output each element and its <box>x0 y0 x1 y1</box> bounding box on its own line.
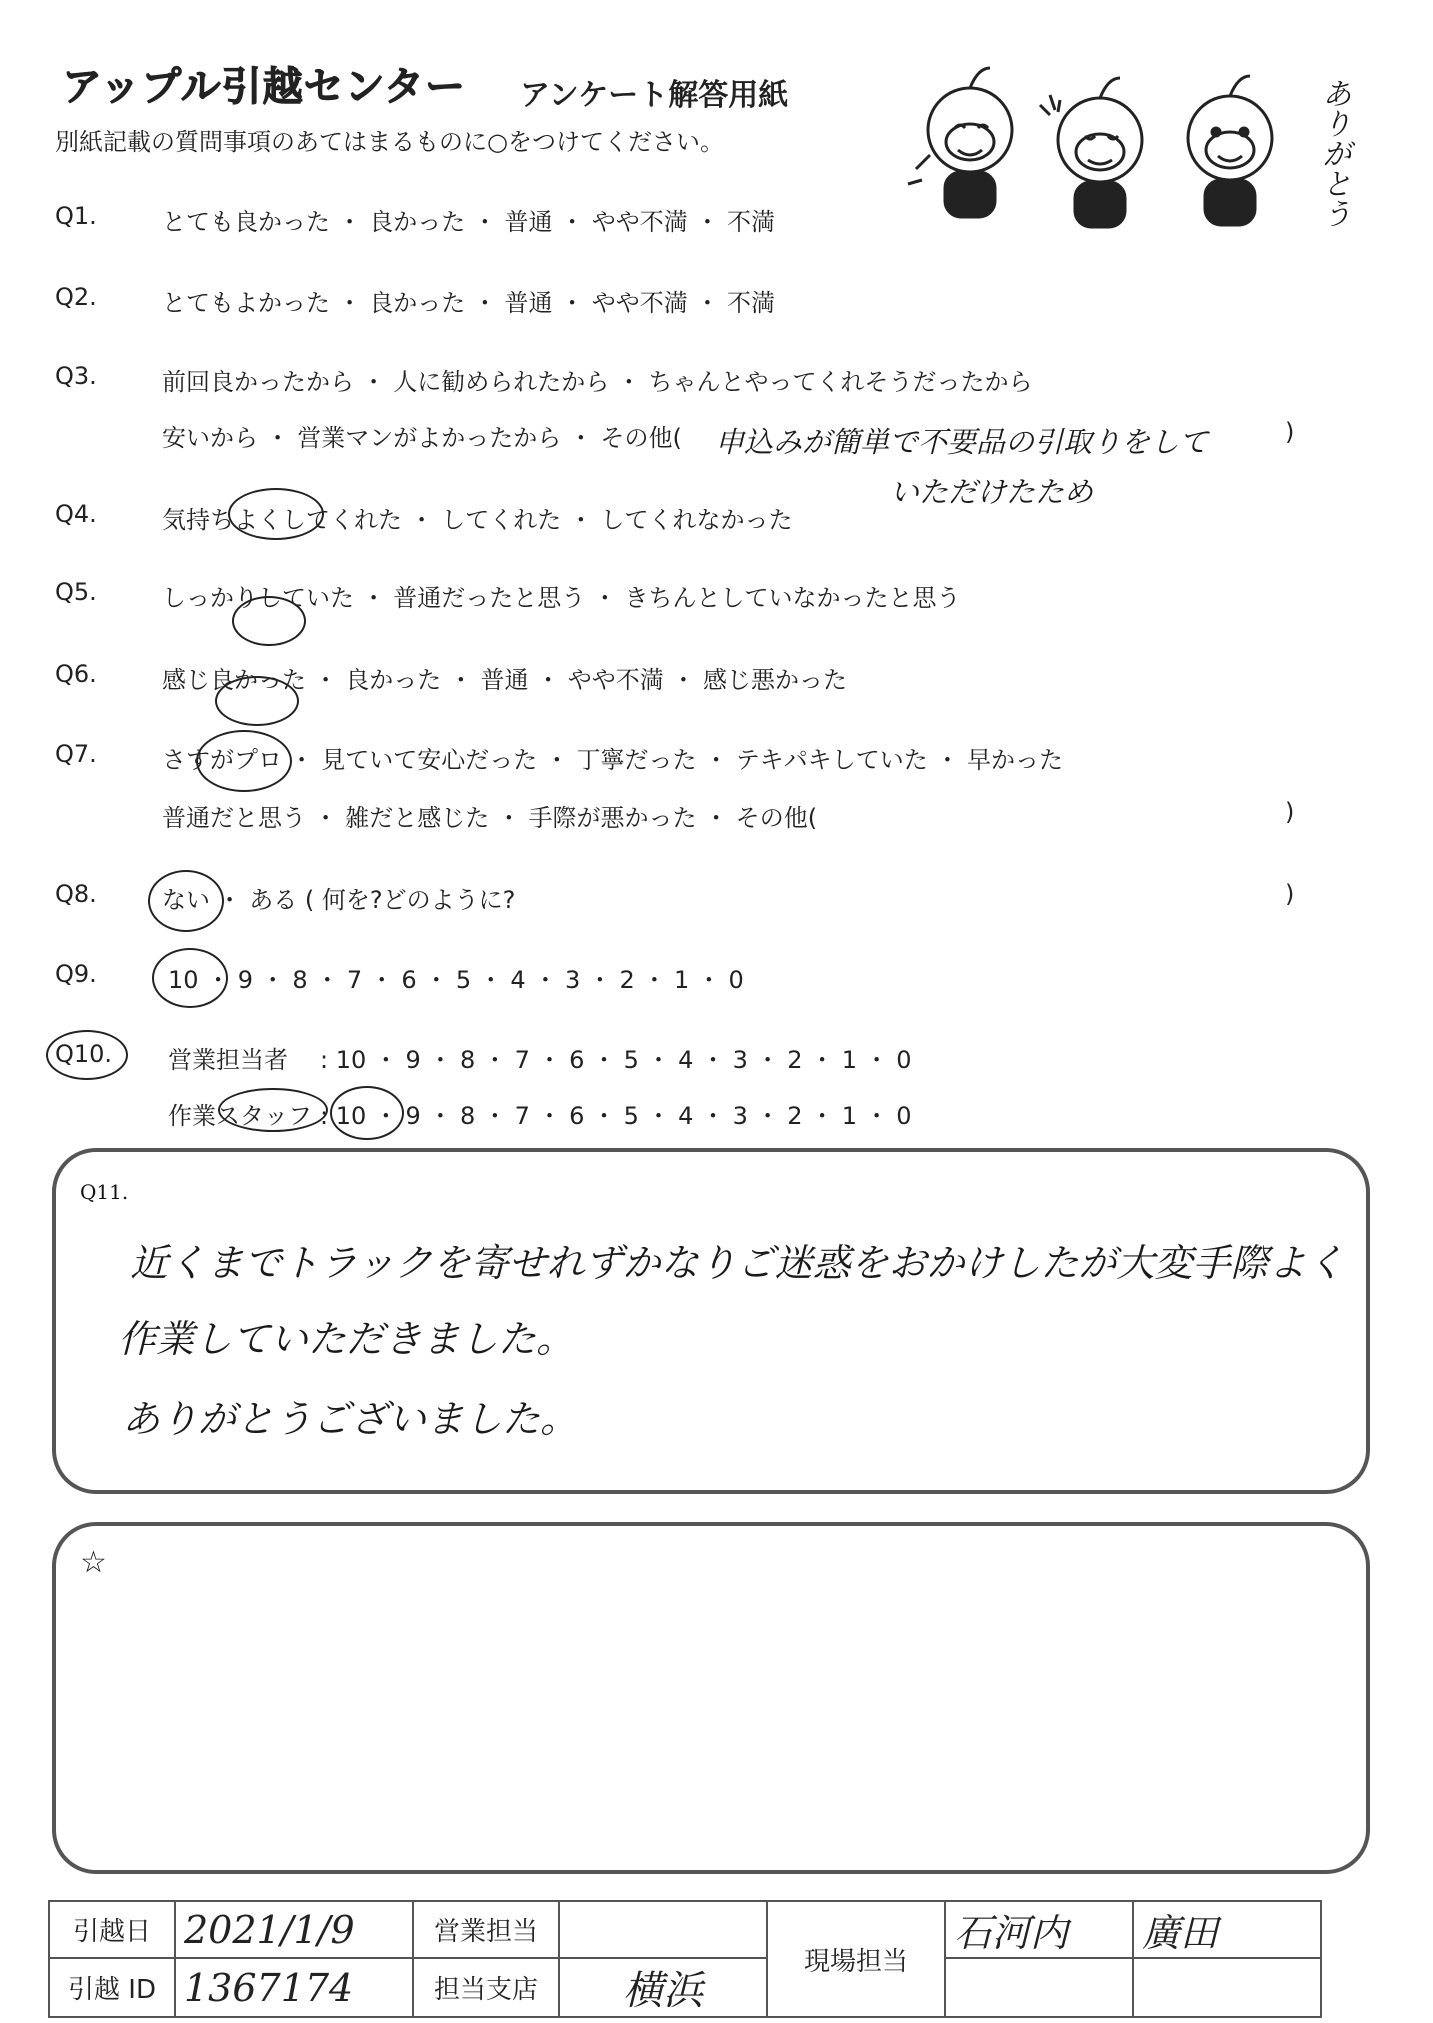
q3-close-paren: ) <box>1285 418 1295 446</box>
q1-label: Q1. <box>55 202 97 230</box>
q3-options-line2[interactable]: 安いから ・ 営業マンがよかったから ・ その他( <box>162 424 682 452</box>
mascot-thanks-text: ありがとう <box>1316 78 1351 228</box>
q11-comment-line1: 近くまでトラックを寄せれずかなりご迷惑をおかけしたが大変手際よく <box>130 1241 1345 1285</box>
q4-selection-circle <box>228 488 324 540</box>
form-subtitle: アンケート解答用紙 <box>520 78 789 113</box>
q10-staff-label: 作業スタッフ <box>168 1102 312 1130</box>
q10-sales-label: 営業担当者 <box>168 1046 288 1074</box>
company-title: アップル引越センター <box>62 64 466 110</box>
q3-handwritten-line1: 申込みが簡単で不要品の引取りをして <box>715 425 1209 459</box>
move-date-label: 引越日 <box>49 1901 175 1958</box>
site-staff-value-2: 廣田 <box>1133 1901 1321 1958</box>
monkey-mascot-illustration <box>900 60 1340 250</box>
sales-staff-value <box>559 1901 767 1958</box>
q3-handwritten-line2: いただけたため <box>890 475 1094 509</box>
q9-scale[interactable]: 10 ・ 9 ・ 8 ・ 7 ・ 6 ・ 5 ・ 4 ・ 3 ・ 2 ・ 1 ・ 0 <box>168 966 744 994</box>
q7-selection-circle <box>196 730 292 792</box>
footer-info-table <box>48 1900 1322 2018</box>
q6-selection-circle <box>215 676 299 726</box>
q10-label-circle <box>46 1030 128 1080</box>
q1-options[interactable]: とても良かった ・ 良かった ・ 普通 ・ やや不満 ・ 不満 <box>162 208 776 236</box>
q7-options-line1[interactable]: さすがプロ ・ 見ていて安心だった ・ 丁寧だった ・ テキパキしていた ・ 早かった <box>162 746 1064 774</box>
q2-label: Q2. <box>55 283 97 311</box>
q8-label: Q8. <box>55 880 97 908</box>
q2-options[interactable]: とてもよかった ・ 良かった ・ 普通 ・ やや不満 ・ 不満 <box>162 289 776 317</box>
site-staff-empty-1 <box>945 1958 1133 2017</box>
q6-label: Q6. <box>55 660 97 688</box>
q8-options[interactable]: ない ・ ある ( 何を?どのように? <box>162 886 516 914</box>
q8-close-paren: ) <box>1285 880 1295 908</box>
move-id-value: 1367174 <box>175 1958 413 2017</box>
q3-label: Q3. <box>55 362 97 390</box>
q3-options-line1[interactable]: 前回良かったから ・ 人に勧められたから ・ ちゃんとやってくれそうだったから <box>162 368 1033 396</box>
site-staff-value-1: 石河内 <box>945 1901 1133 1958</box>
q5-options[interactable]: しっかりしていた ・ 普通だったと思う ・ きちんとしていなかったと思う <box>162 584 961 612</box>
star-icon: ☆ <box>80 1545 107 1580</box>
q10-staff-selection-circle <box>330 1086 404 1140</box>
q11-comment-line2: 作業していただきました。 <box>118 1317 575 1361</box>
site-staff-empty-2 <box>1133 1958 1321 2017</box>
q6-options[interactable]: 感じ良かった ・ 良かった ・ 普通 ・ やや不満 ・ 感じ悪かった <box>162 666 848 694</box>
q9-label: Q9. <box>55 960 97 988</box>
site-staff-label: 現場担当 <box>767 1901 945 2017</box>
q10-staff-scale[interactable]: : 10 ・ 9 ・ 8 ・ 7 ・ 6 ・ 5 ・ 4 ・ 3 ・ 2 ・ 1 ・ 0 <box>320 1102 912 1130</box>
q7-close-paren: ) <box>1285 798 1295 826</box>
q8-selection-circle <box>148 870 224 932</box>
q10-staff-label-circle <box>218 1088 328 1132</box>
q5-label: Q5. <box>55 578 97 606</box>
q9-selection-circle <box>152 948 228 1008</box>
q10-sales-scale[interactable]: : 10 ・ 9 ・ 8 ・ 7 ・ 6 ・ 5 ・ 4 ・ 3 ・ 2 ・ 1 ・ 0 <box>320 1046 912 1074</box>
q7-label: Q7. <box>55 740 97 768</box>
q11-comment-line3: ありがとうございました。 <box>122 1397 579 1441</box>
q10-label: Q10. <box>55 1040 113 1068</box>
q4-options[interactable]: 気持ちよくしてくれた ・ してくれた ・ してくれなかった <box>162 506 793 534</box>
sales-staff-label: 営業担当 <box>413 1901 559 1958</box>
instruction-text: 別紙記載の質問事項のあてはまるものに○をつけてください。 <box>55 128 724 156</box>
branch-value: 横浜 <box>559 1958 767 2017</box>
star-comment-box <box>52 1522 1370 1874</box>
q11-label: Q11. <box>80 1180 129 1204</box>
move-date-value: 2021/1/9 <box>175 1901 413 1958</box>
q7-options-line2[interactable]: 普通だと思う ・ 雑だと感じた ・ 手際が悪かった ・ その他( <box>162 804 818 832</box>
branch-label: 担当支店 <box>413 1958 559 2017</box>
q4-label: Q4. <box>55 500 97 528</box>
move-id-label: 引越 ID <box>49 1958 175 2017</box>
q5-selection-circle <box>232 596 306 646</box>
